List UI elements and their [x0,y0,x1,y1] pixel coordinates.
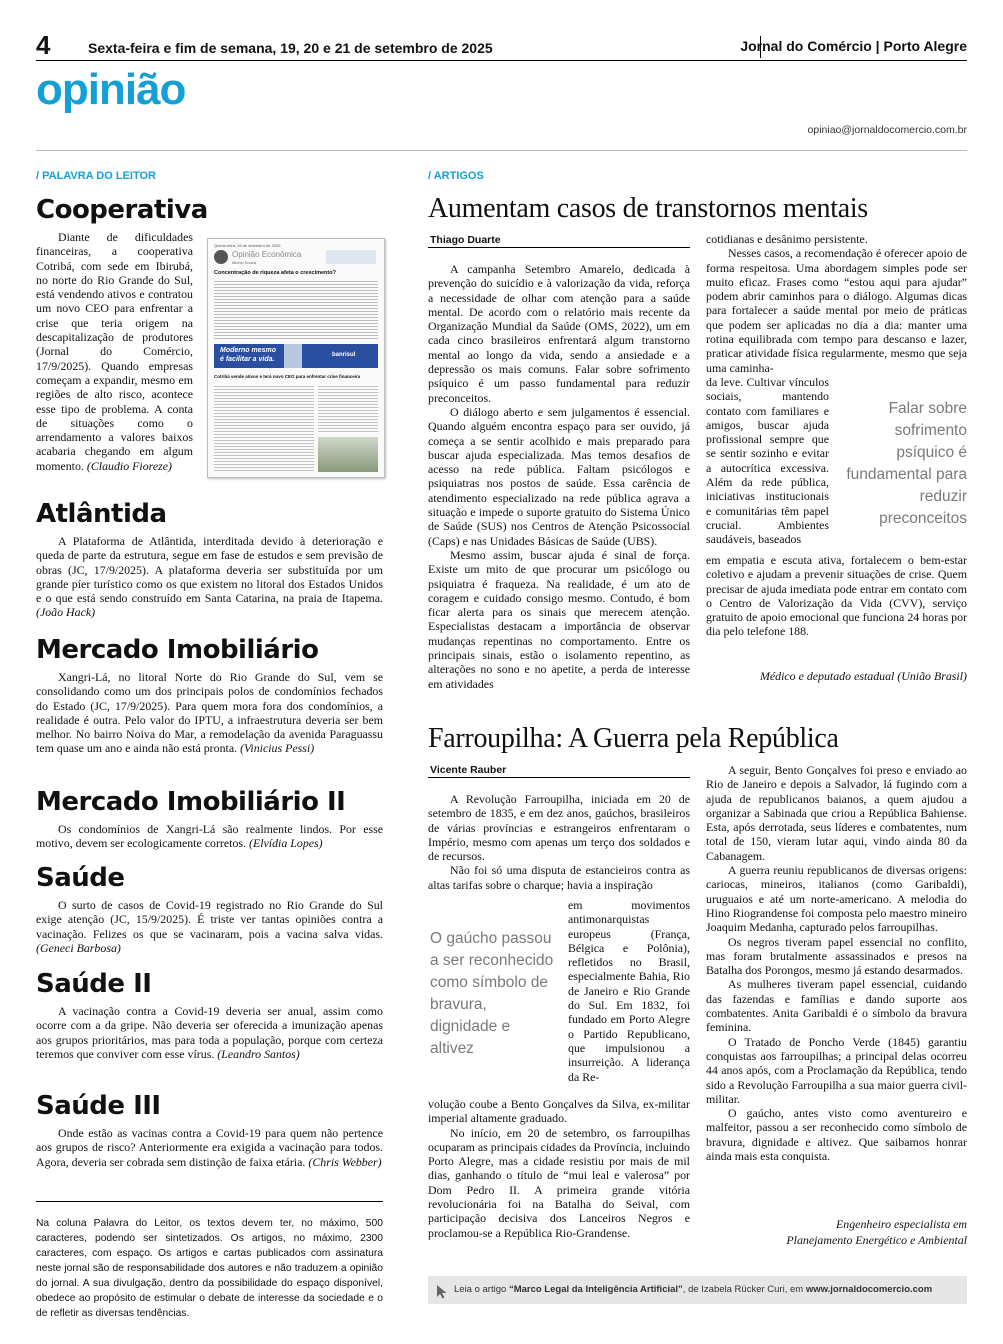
read-more-middle: , de Izabela Rücker Curi, em [682,1284,806,1295]
letter-body [36,822,383,851]
section-title: opinião [36,65,186,114]
letter-author: (João Hack) [36,605,96,620]
article-column-2-narrow [706,375,829,547]
letter-author: (Chris Webber) [308,1154,382,1169]
paragraph: em movimentos antimonarquistas europeus (França, Bélgica e Polônia), refletidos no Brasil, especialmente Bahia, Rio de Janeiro e Rio Grande do Sul. Em 1832, foi fundado em Porto Alegre o Partido Republicano, que impulsionou a insurreição. A liderança da Re- [568,898,690,1084]
paragraph: O diálogo aberto e sem julgamentos é essencial. Quando alguém encontra espaço para ser ouvido, já começa a se sentir acolhido e mais preparado para buscar ajuda especializada. Mas temos desafios de acesso na rede pública. Faltam psicólogos e psiquiatras nos postos de saúde. Essa carência de atendimento especializado na rede pública agrava a situação e impede o suporte gratuito do Sistema Único de Saúde (SUS) nos Centros de Atenção Psicossocial (Caps) e nas Unidades Básicas de Saúde (UBS). [428,404,690,548]
article-column-2 [706,763,967,1163]
thumb-ad-line2: é facilitar a vida. [220,356,275,363]
letter-text: Diante de dificuldades financeiras, a cooperativa Cotribá, com sede em Ibirubá, no norte do Rio Grande do Sul, está vendendo ativos e contratou um novo CEO para enfrentar a crise que teria origem na descapitalização de produtores (Jornal do Comércio, 17/9/2025). Quando empresas começam a expandir, mesmo em regiões de alto risco, acontece esse tipo de problema. A conta de situações como o arrendamento a valores baixos acabaria chegando em algum momento. [36,230,193,473]
read-more-prefix: Leia o artigo [454,1284,509,1295]
letter-body [36,230,193,473]
paragraph: Não foi só uma disputa de estancieiros contra as altas tarifas sobre o charque; havia a inspiração [428,863,690,892]
thumb-column: Opinião Econômica [232,250,302,259]
thumb-author: Michel Souza [232,260,257,265]
article-pullquote: Falar sobre sofrimento psíquico é fundamental para reduzir preconceitos [846,400,967,527]
paragraph: da leve. Cultivar vínculos sociais, mantendo contato com familiares e amigos, buscar ajuda profissional sempre que se sentir sozinho e evitar a autocrítica excessiva. Além da rede pública, iniciativas institucionais e comunitárias têm papel crucial. Ambientes saudáveis, baseados [706,375,829,547]
letter-title: Cooperativa [36,195,208,225]
reader-section-label: / PALAVRA DO LEITOR [36,170,156,182]
articles-section-label: / ARTIGOS [428,170,484,182]
letter-body [36,670,383,756]
thumb-ad-brand: banrisul [332,352,356,358]
read-more-article[interactable]: “Marco Legal da Inteligência Artificial” [508,1284,683,1295]
byline-rule [428,247,690,248]
newspaper-name: Jornal do Comércio | Porto Alegre [740,38,967,54]
letter-body [36,1126,383,1169]
page-number: 4 [36,30,51,60]
byline-rule [428,777,690,778]
author-photo [214,250,228,264]
thumb-text-block-3 [318,384,378,434]
letter-title: Atlântida [36,499,167,529]
letter-author: (Elvídia Lopes) [248,836,323,851]
paragraph: A guerra reuniu republicanos de diversas origens: cariocas, mineiros, italianos (como Garibaldi), uruguaios e até um norte-americano. A melodia do Hino Riograndense foi composta pelo maestro mineiro Joaquim Medanha, capturado pelos farroupilhas. [706,863,967,935]
header-rule [36,60,967,61]
paragraph: cotidianas e desânimo persistente. [706,232,868,246]
read-more-url[interactable]: www.jornaldocomercio.com [805,1284,933,1295]
thumb-text-block [214,279,378,339]
paragraph: Os negros tiveram papel essencial no conflito, mas foram brutalmente assassinados e presos na Batalha dos Porongos, mesmo já estando desarmados. [706,934,967,978]
thumb-date: Quinta-feira, 18 de setembro de 2025 [214,243,281,248]
thumb-sub-headline: Cotribá vende ativos e terá novo CEO para enfrentar crise financeira [214,374,361,379]
thumb-text-block-2 [214,384,314,472]
article-title: Farroupilha: A Guerra pela República [428,723,839,754]
letter-title: Mercado Imobiliário II [36,787,346,817]
thumb-ad-person [284,344,302,368]
article-column-2 [706,232,967,375]
article-column-1-narrow [568,898,690,1084]
cursor-arrow-icon [436,1283,448,1311]
article-column-2-bottom [706,553,967,639]
article-column-1 [428,792,690,892]
article-author: Thiago Duarte [430,234,501,246]
letter-body [36,898,383,955]
letter-body [36,1004,383,1061]
letter-text: Onde estão as vacinas contra a Covid-19 para quem não pertence aos grupos de risco? Anteriormente era exigida a vacinação para todos. Agora, deveria ser cobrada sem distinção de faixa etária. [36,1126,383,1169]
newspaper-clipping-thumbnail [207,238,385,478]
thumb-ad-small [326,250,376,264]
thumb-photo [318,437,378,472]
thumb-ad-line1: Moderno mesmo [220,347,277,354]
paragraph: A campanha Setembro Amarelo, dedicada à prevenção do suicídio e à valorização da vida, reforça a necessidade de olhar com atenção para a saúde mental. De acordo com o relatório mais recente da Organização Mundial da Saúde (OMS, 2022), um em cada cinco brasileiros enfrentará algum transtorno mental ao longo da vida, sendo a ansiedade e a depressão os mais comuns. Falar sobre sofrimento psíquico é um passo fundamental para reduzir preconceitos. [428,262,690,405]
letter-text: Os condomínios de Xangri-Lá são realmente lindos. Por esse motivo, devem ser ecologicamente corretos. [36,822,383,851]
letter-author: (Vinicius Pessi) [240,741,315,756]
thumb-headline: Concentração de riqueza afeta o crescimento? [214,270,336,276]
letter-text: Xangri-Lá, no litoral Norte do Rio Grande do Sul, vem se consolidando como um dos principais polos de condomínios fechados do Estado (JC, 17/9/2025). Para quem mora fora dos condomínios, a realidade é outra. Pelo valor do IPTU, a infraestrutura deveria ser bem melhor. No bairro Noiva do Mar, a remodelação da avenida Paraguassu tem quase um ano e ainda não está pronta. [36,670,383,756]
letter-title: Saúde [36,863,125,893]
letter-body [36,534,383,620]
letter-text: A Plataforma de Atlântida, interditada devido à deterioração e queda de parte da estrutura, segue em fase de estudos e sem previsão de obras (JC, 17/9/2025). A plataforma deveria ser substituída por um grande píer turístico como os que existem no litoral dos Estados Unidos e o que está sendo construído em Santa Catarina, na praia de Itapema. [36,534,383,606]
letter-title: Saúde II [36,969,152,999]
paragraph: O gaúcho, antes visto como aventureiro e malfeitor, passou a ser reconhecido como símbolo de bravura, dignidade e altivez. Que saibamos honrar ainda mais esta conquista. [706,1106,967,1164]
letter-title: Saúde III [36,1091,161,1121]
article-author: Vicente Rauber [430,764,507,776]
editorial-footnote: Na coluna Palavra do Leitor, os textos devem ter, no máximo, 500 caracteres, podendo ser sintetizados. Os artigos, no máximo, 2300 caracteres, com espaço. Os artigos e cartas publicados com assinatura neste jornal são de responsabilidade dos autores e não traduzem a opinião do jornal. A sua divulgação, dentro da possibilidade do espaço disponível, obedece ao propósito de estimular o debate de interesse da sociedade e o de refletir as diversas tendências. [36,1218,383,1319]
paragraph: A Revolução Farroupilha, iniciada em 20 de setembro de 1835, e em dez anos, gaúchos, brasileiros de várias províncias e estrangeiros enfrentaram o Império, mesmo com apenas um terço dos soldados e de recursos. [428,792,690,864]
thumb-ad-banner [214,344,378,368]
article-pullquote: O gaúcho passou a ser reconhecido como símbolo de bravura, dignidade e altivez [430,930,554,1057]
article-column-1-bottom [428,1097,690,1240]
paragraph: Mesmo assim, buscar ajuda é sinal de força. Existe um mito de que procurar um psicólogo ou psiquiatra é fraqueza. Na realidade, é um ato de coragem e cuidado consigo mesmo. Contudo, é bom ficar alerta para os sinais que merecem atenção. Especialistas destacam a importância de observar mudanças repentinas no comportamento. Entre os principais sinais, estão o isolamento repentino, as alterações no sono e no apetite, a perda de interesse em atividades [428,547,690,691]
section-rule [36,150,967,151]
article-column-1 [428,262,690,691]
paragraph: em empatia e escuta ativa, fortalecem o bem-estar coletivo e ajudam a prevenir situações de crise. Quem precisar de ajuda imediata pode entrar em contato com o Centro de Valorização da Vida (CVV), serviço gratuito de apoio emocional que funciona 24 horas por dia pelo telefone 188. [706,553,967,639]
signature-line: Engenheiro especialista em [836,1217,967,1231]
paragraph: O Tratado de Poncho Verde (1845) garantiu conquistas aos farroupilhas; a principal delas ocorreu 44 anos após, com a Proclamação da República, tendo sido a Revolução Farroupilha a sua maior guerra civil-militar. [706,1034,967,1106]
letter-author: (Leandro Santos) [217,1046,300,1061]
letter-text: A vacinação contra a Covid-19 deveria ser anual, assim como ocorre com a da gripe. Não deveria ser oferecida a imunização apenas aos grupos prioritários, mas para toda a população, porque com certeza teremos que conviver com esse vírus. [36,1004,383,1061]
signature-line: Planejamento Energético e Ambiental [786,1233,967,1247]
author-signature [786,1216,967,1248]
letter-title: Mercado Imobiliário [36,635,319,665]
paragraph: A seguir, Bento Gonçalves foi preso e enviado ao Rio de Janeiro e depois a Salvador, lá fugindo com a ajuda de republicanos baianos, a quem ajudou a organizar a Sabinada que criou a República Bahiense. Esta, após derrotada, seus líderes e combatentes, num total de 150, vieram lutar aqui, vindo ainda 80 da Cabanagem. [706,763,967,863]
letter-author: (Geneci Barbosa) [36,940,121,955]
read-more-bar[interactable] [428,1276,967,1304]
paragraph: volução coube a Bento Gonçalves da Silva, ex-militar imperial altamente graduado. [428,1097,690,1126]
author-signature: Médico e deputado estadual (União Brasil) [759,669,967,683]
article-title: Aumentam casos de transtornos mentais [428,193,868,224]
edition-date: Sexta-feira e fim de semana, 19, 20 e 21 de setembro de 2025 [88,40,493,56]
footnote-rule [36,1201,383,1202]
letter-author: (Claudio Fioreze) [86,458,172,473]
paragraph: As mulheres tiveram papel essencial, cuidando das fazendas e famílias e dando suporte aos combatentes. Anita Garibaldi é o símbolo da bravura feminina. [706,977,967,1035]
paragraph: No início, em 20 de setembro, os farroupilhas ocuparam as principais cidades da Província, incluindo Porto Alegre, mas a cidade resistiu por mais de mil dias, ganhando o título de “mui leal e valerosa” por Dom Pedro II. A primeira grande vitória revolucionária foi na Batalha do Seival, com participação decisiva dos Lanceiros Negros e proclamou-se a República Rio-Grandense. [428,1125,690,1240]
contact-email[interactable]: opiniao@jornaldocomercio.com.br [807,124,967,136]
paragraph: Nesses casos, a recomendação é oferecer apoio de forma respeitosa. Uma abordagem simples pode ser muito eficaz. Frases como “estou aqui para ajudar” podem abrir caminhos para o diálogo. Algumas dicas para fortalecer a saúde mental por meio de práticas que podem ser aplicadas no dia a dia: manter uma rotina equilibrada com tempo para descanso e lazer, praticar atividade física regularmente, mesmo que seja uma caminha- [706,246,967,375]
letter-text: O surto de casos de Covid-19 registrado no Rio Grande do Sul exige atenção (JC, 15/9/2025). É triste ver tantas opiniões contra a vacinação. Felizes os que se vacinaram, pois a vacina salva vidas. [36,898,383,941]
